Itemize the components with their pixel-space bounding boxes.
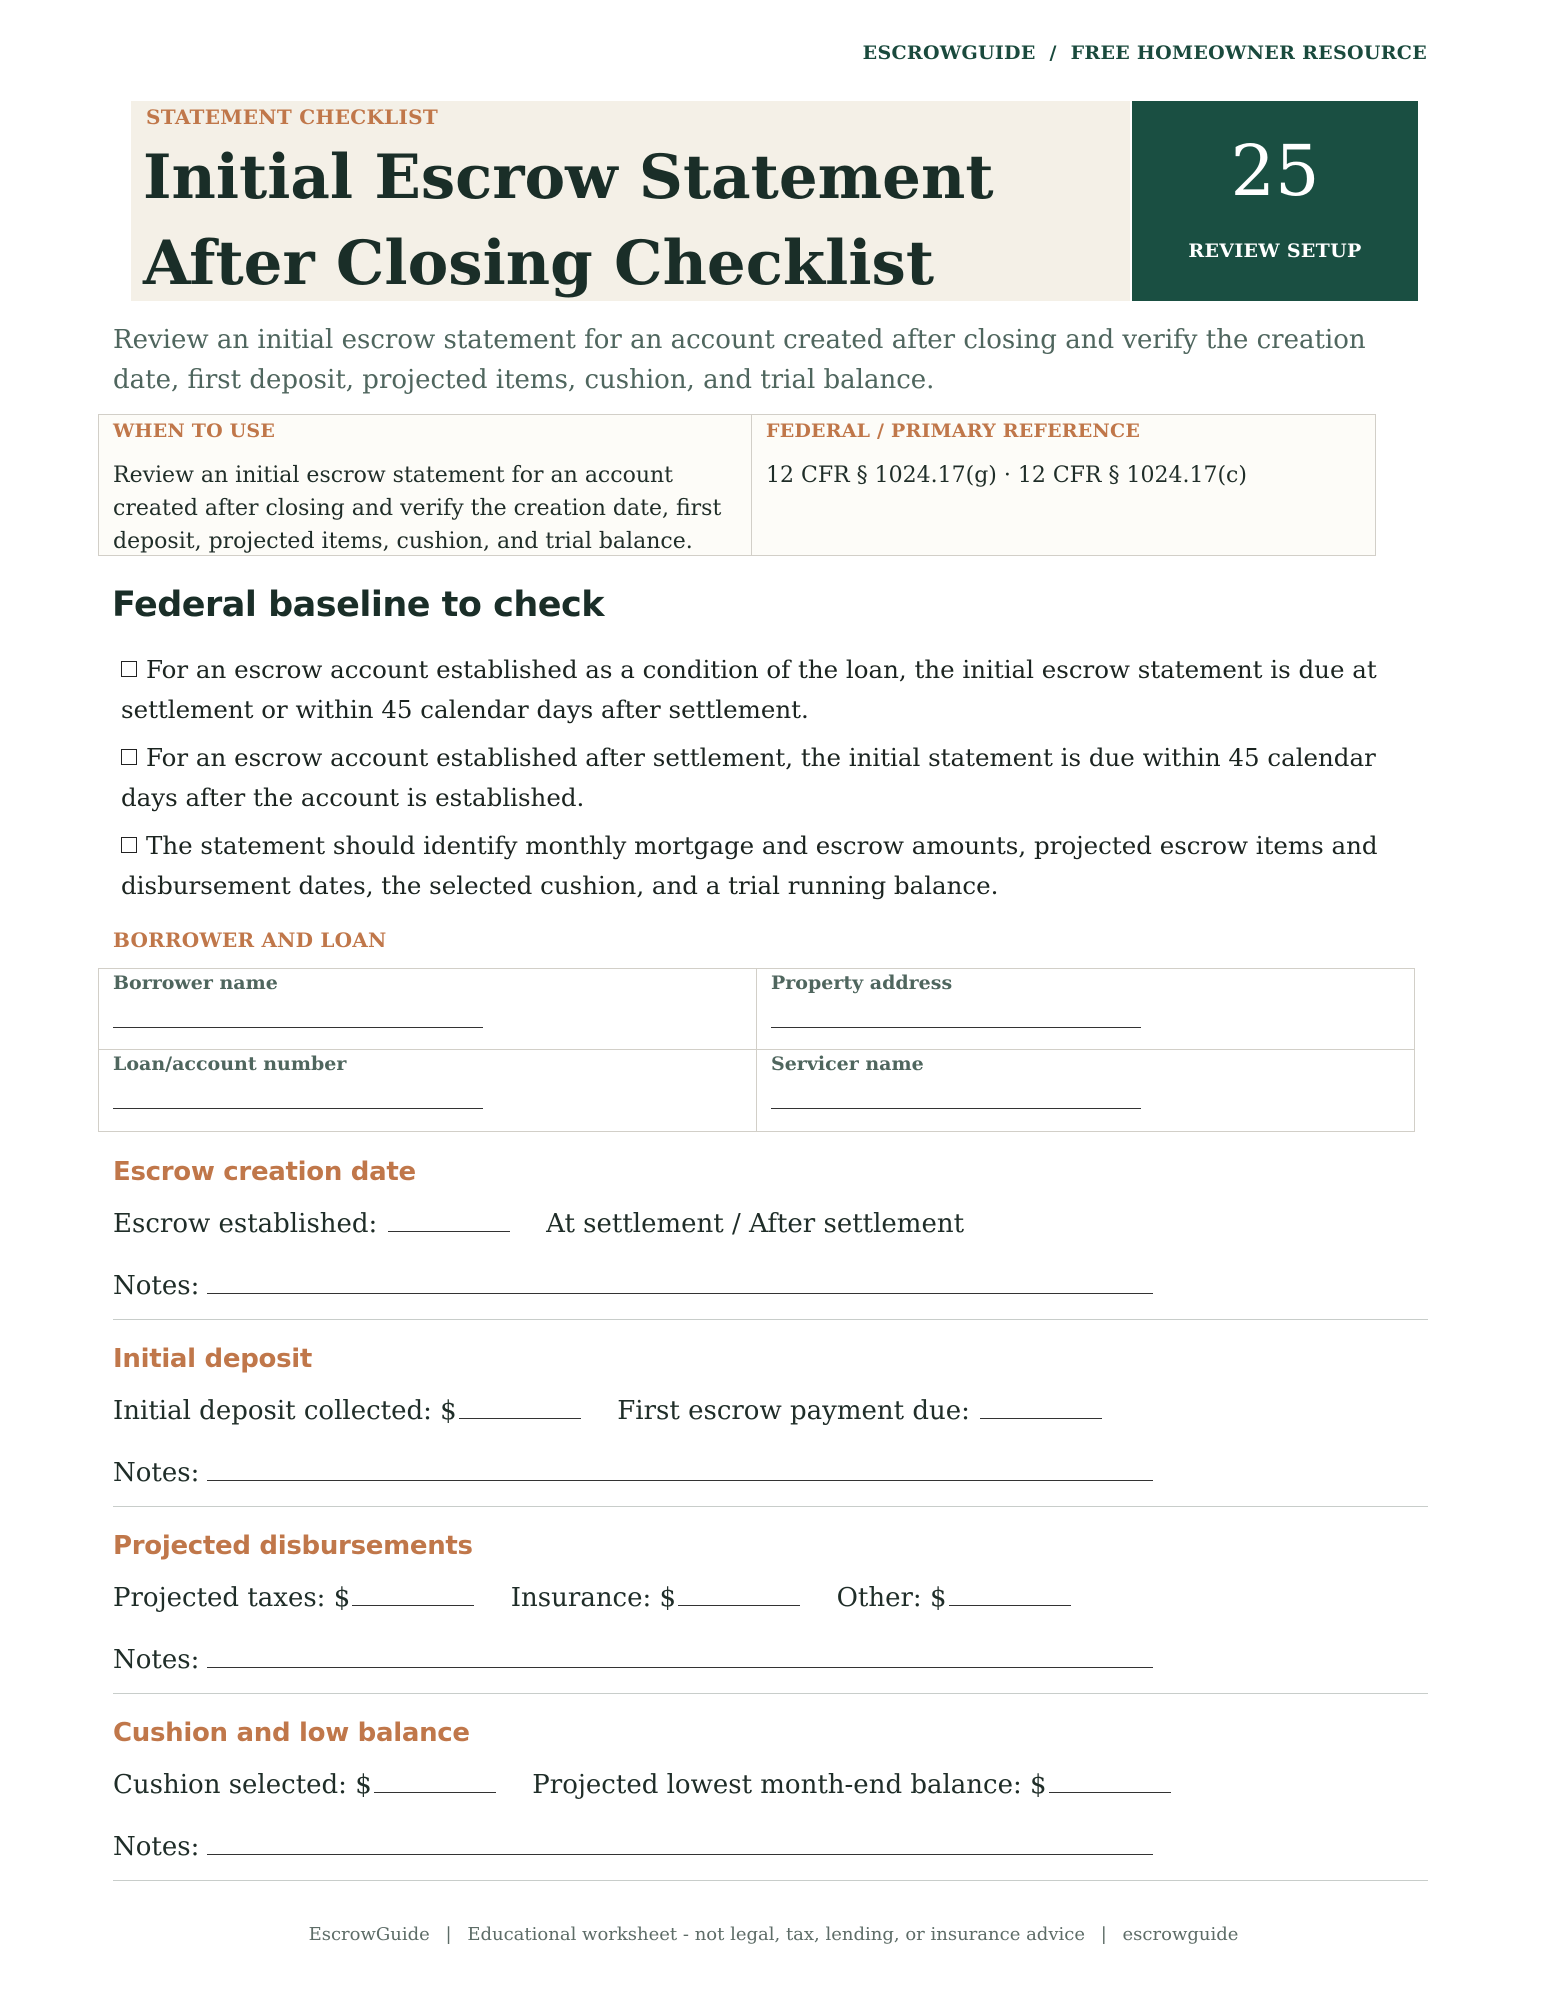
borrower-name-label: Borrower name: [113, 972, 278, 994]
field-label: First escrow payment due:: [617, 1396, 970, 1426]
hero-banner: [131, 101, 1418, 301]
first-payment-due-blank[interactable]: [980, 1396, 1102, 1419]
checklist-item-text: For an escrow account established as a condition of the loan, the initial escrow statement is due at settlement or within 45 calendar days after settlement.: [121, 655, 1377, 724]
checklist-number-badge: [1132, 101, 1418, 301]
escrow-established-blank[interactable]: [388, 1209, 510, 1232]
baseline-heading: Federal baseline to check: [112, 585, 605, 625]
borrower-name-cell: [99, 969, 757, 1050]
footer-disclaimer: Educational worksheet - not legal, tax, lending, or insurance advice: [467, 1924, 1085, 1945]
field-label: Projected lowest month-end balance: $: [532, 1770, 1047, 1800]
reference-text: 12 CFR § 1024.17(g) · 12 CFR § 1024.17(c): [766, 463, 1247, 488]
field-label: Insurance: $: [510, 1583, 677, 1613]
hero-kicker: STATEMENT CHECKLIST: [146, 105, 439, 129]
section-fields-row: [113, 1209, 964, 1239]
when-to-use-cell: [99, 415, 752, 555]
baseline-checklist: [121, 650, 1411, 914]
servicer-name-field[interactable]: [771, 1108, 1141, 1109]
notes-row: [113, 1645, 1153, 1675]
footer-site: EscrowGuide: [308, 1924, 430, 1945]
reference-label: FEDERAL / PRIMARY REFERENCE: [766, 420, 1140, 442]
settlement-options: At settlement / After settlement: [546, 1209, 965, 1239]
notes-row: [113, 1832, 1153, 1862]
loan-number-field[interactable]: [113, 1108, 483, 1109]
reference-cell: [752, 415, 1372, 555]
other-blank[interactable]: [949, 1583, 1071, 1606]
section-fields-row: [113, 1583, 1071, 1613]
notes-label: Notes:: [113, 1645, 200, 1675]
borrower-section-heading: BORROWER AND LOAN: [113, 928, 387, 952]
property-address-cell: [757, 969, 1414, 1050]
top-brand-line: [863, 42, 1427, 64]
checklist-item: [121, 826, 1411, 906]
servicer-name-label: Servicer name: [771, 1053, 924, 1075]
property-address-label: Property address: [771, 972, 953, 994]
field-label: Escrow established:: [113, 1209, 378, 1239]
when-to-use-text: Review an initial escrow statement for an account created after closing and verify the creation date, first deposit, projected items, cushion, and trial balance.: [113, 463, 722, 554]
checkbox[interactable]: [121, 749, 137, 765]
notes-field[interactable]: [207, 1458, 1153, 1481]
property-address-field[interactable]: [771, 1027, 1141, 1028]
loan-number-label: Loan/account number: [113, 1053, 347, 1075]
notes-label: Notes:: [113, 1458, 200, 1488]
insurance-blank[interactable]: [678, 1583, 800, 1606]
section-title: Initial deposit: [113, 1344, 312, 1374]
page-footer: [0, 1924, 1547, 1945]
cushion-selected-blank[interactable]: [374, 1770, 496, 1793]
footer-separator: |: [445, 1924, 452, 1945]
section-title: Escrow creation date: [113, 1157, 416, 1187]
notes-field[interactable]: [207, 1645, 1153, 1668]
checklist-item: [121, 650, 1411, 730]
servicer-name-cell: [757, 1050, 1414, 1131]
checklist-item-text: The statement should identify monthly mortgage and escrow amounts, projected escrow items and disbursement dates, the selected cushion, and a trial running balance.: [121, 831, 1378, 900]
section-divider: [113, 1880, 1428, 1881]
field-label: Initial deposit collected: $: [113, 1396, 457, 1426]
usage-reference-table: [98, 414, 1376, 556]
intro-summary: Review an initial escrow statement for an account created after closing and verify the creation date, first deposit, projected items, cushion, and trial balance.: [113, 325, 1366, 395]
section-title: Cushion and low balance: [113, 1718, 470, 1748]
lowest-balance-blank[interactable]: [1049, 1770, 1171, 1793]
notes-label: Notes:: [113, 1271, 200, 1301]
notes-row: [113, 1271, 1153, 1301]
notes-label: Notes:: [113, 1832, 200, 1862]
field-label: Projected taxes: $: [113, 1583, 351, 1613]
section-fields-row: [113, 1770, 1171, 1800]
field-label: Cushion selected: $: [113, 1770, 372, 1800]
badge-label: REVIEW SETUP: [1188, 240, 1362, 262]
projected-taxes-blank[interactable]: [352, 1583, 474, 1606]
initial-deposit-blank[interactable]: [459, 1396, 581, 1419]
field-label: Other: $: [836, 1583, 947, 1613]
brand-separator: /: [1049, 42, 1057, 64]
checklist-item: [121, 738, 1411, 818]
notes-row: [113, 1458, 1153, 1488]
footer-separator: |: [1100, 1924, 1107, 1945]
brand-tagline: FREE HOMEOWNER RESOURCE: [1070, 42, 1427, 64]
section-title: Projected disbursements: [113, 1531, 473, 1561]
section-divider: [113, 1693, 1428, 1694]
footer-handle: escrowguide: [1122, 1924, 1239, 1945]
section-divider: [113, 1319, 1428, 1320]
section-fields-row: [113, 1396, 1102, 1426]
page-title: Initial Escrow Statement After Closing Checklist: [143, 142, 994, 299]
checkbox[interactable]: [121, 837, 137, 853]
notes-field[interactable]: [207, 1271, 1153, 1294]
when-to-use-label: WHEN TO USE: [113, 420, 276, 442]
checkbox[interactable]: [121, 661, 137, 677]
section-divider: [113, 1506, 1428, 1507]
notes-field[interactable]: [207, 1832, 1153, 1855]
brand-name: ESCROWGUIDE: [862, 42, 1036, 64]
loan-number-cell: [99, 1050, 757, 1131]
borrower-loan-table: [98, 968, 1415, 1132]
borrower-name-field[interactable]: [113, 1027, 483, 1028]
badge-number: 25: [1230, 130, 1320, 212]
checklist-item-text: For an escrow account established after settlement, the initial statement is due within 45 calendar days after the account is established.: [121, 743, 1376, 812]
hero-title-panel: [131, 101, 1130, 301]
